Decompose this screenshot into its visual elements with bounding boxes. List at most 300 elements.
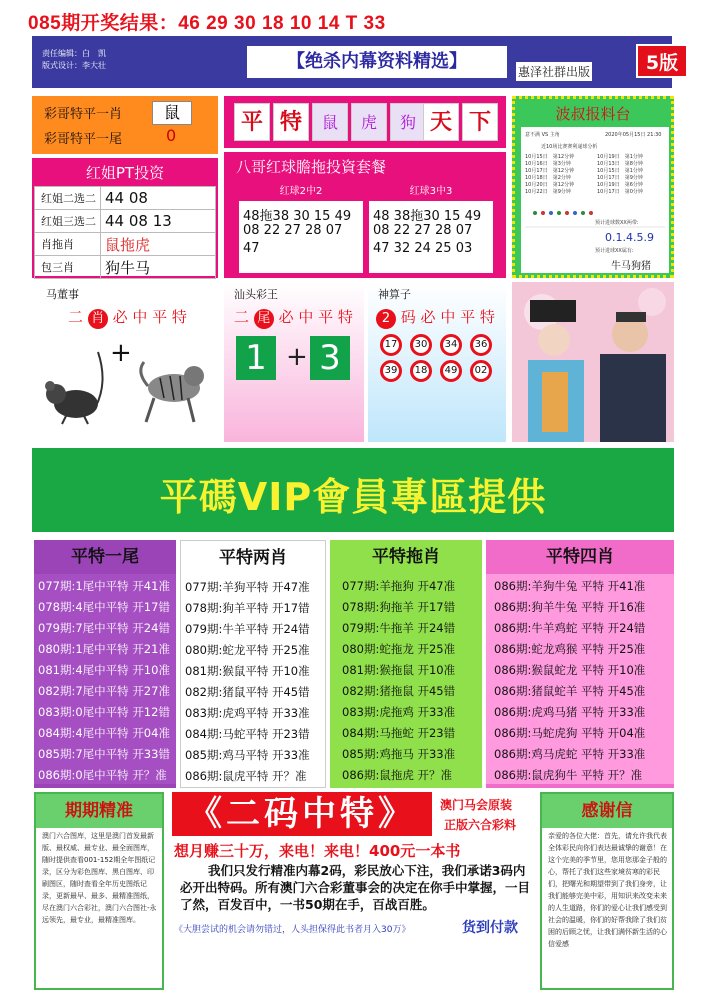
item-result: 开33准 bbox=[271, 706, 310, 720]
item-period: 085期: bbox=[38, 747, 76, 761]
item-ping: 平特 bbox=[580, 600, 604, 614]
list-item bbox=[185, 598, 310, 618]
predict-label: 预计进球数XX两带: bbox=[595, 220, 639, 226]
column-ping-te-si-xiao bbox=[486, 540, 674, 788]
item-period: 086期: bbox=[494, 768, 532, 782]
item-period: 082期: bbox=[342, 684, 380, 698]
panel-head: 红球2中2 bbox=[239, 183, 363, 201]
item-text: 狗羊牛兔 bbox=[531, 600, 578, 614]
item-period: 079期: bbox=[342, 621, 380, 635]
banner-char: 平 bbox=[234, 103, 270, 141]
item-text: 虎拖鸡 bbox=[379, 705, 414, 719]
item-text: 虎鸡平特 bbox=[222, 706, 269, 720]
item-text: 蛇龙平特 bbox=[222, 643, 269, 657]
item-text: 猴鼠平特 bbox=[222, 664, 269, 678]
item-text: 7尾中平特 bbox=[75, 747, 129, 761]
item-ping: 平特 bbox=[580, 684, 604, 698]
column-items bbox=[330, 574, 482, 784]
ping-te-banner bbox=[224, 96, 506, 148]
item-period: 086期: bbox=[494, 621, 532, 635]
item-period: 080期: bbox=[38, 642, 76, 656]
item-text: 马蛇虎狗 bbox=[531, 726, 578, 740]
item-result: 开？准 bbox=[271, 769, 307, 783]
column-ping-te-tuo-xiao bbox=[330, 540, 482, 788]
pt-value: 44 08 bbox=[101, 187, 216, 210]
item-period: 084期: bbox=[342, 726, 380, 740]
item-text: 1尾中平特 bbox=[75, 579, 129, 593]
list-item bbox=[494, 702, 645, 722]
zodiac-label: 预计进球XX属有: bbox=[595, 248, 634, 254]
item-period: 085期: bbox=[185, 748, 223, 762]
list-item bbox=[185, 724, 310, 744]
author-name: 马董事 bbox=[46, 288, 79, 301]
item-result: 开24错 bbox=[271, 622, 310, 636]
item-text: 羊狗平特 bbox=[222, 580, 269, 594]
item-period: 079期: bbox=[38, 621, 76, 635]
banner-char: 天 bbox=[423, 103, 459, 141]
slogan-pre: 二 bbox=[234, 308, 250, 326]
pt-investment-box bbox=[32, 158, 218, 278]
pt-label: 红姐三选二 bbox=[35, 210, 101, 233]
plus-sign: + bbox=[110, 338, 132, 368]
item-text: 鸡拖马 bbox=[379, 747, 414, 761]
item-period: 086期: bbox=[494, 642, 532, 656]
item-result: 开47准 bbox=[271, 580, 310, 594]
item-result: 开33准 bbox=[417, 705, 456, 719]
item-result: 开47准 bbox=[417, 579, 456, 593]
panel-line: 48 38拖30 15 49 bbox=[373, 209, 482, 224]
list-item bbox=[494, 639, 645, 659]
er-ma-zhong-te-ad bbox=[168, 792, 540, 990]
thank-you-letter-box bbox=[540, 792, 674, 990]
row-right: 10月19日 第6分钟 bbox=[597, 182, 643, 188]
list-item bbox=[38, 618, 170, 638]
row-left: 10月17日 第12分钟 bbox=[525, 168, 575, 174]
ad-footnote: 《大胆尝试的机会请勿错过，人头担保得此书者月入30万》 bbox=[174, 925, 411, 935]
slogan-post: 必 中 平 特 bbox=[112, 308, 187, 326]
list-item bbox=[342, 765, 452, 785]
column-title: 平特一尾 bbox=[71, 547, 139, 567]
ad-tagline: 想月赚三十万，来电！来电！400元一本书 bbox=[174, 842, 461, 860]
item-result: 开10准 bbox=[417, 663, 456, 677]
item-result: 开21准 bbox=[132, 642, 170, 656]
list-item bbox=[494, 744, 645, 764]
box-body: 澳门六合图库，这里是澳门首发最新版、最权威、最专业、最全面图库，随时提供查看001-152期全年图纸记录，区分为彩色图库、黑白图库、印刷图区，随时查看全年历史图纸记录，更新最早、最多、最精准图纸，尽在澳门六合彩社，澳门六合图社-永远领先，最专业，最精准图库。 bbox=[42, 832, 157, 924]
list-item bbox=[342, 576, 455, 596]
item-result: 开04准 bbox=[132, 726, 170, 740]
item-result: 开12错 bbox=[132, 705, 170, 719]
item-text: 4尾中平特 bbox=[75, 600, 129, 614]
column-title: 平特四肖 bbox=[546, 547, 614, 567]
item-text: 0尾中平特 bbox=[75, 705, 129, 719]
item-result: 开45准 bbox=[607, 684, 646, 698]
pt-title: 红姐PT投资 bbox=[34, 160, 216, 186]
item-result: 开33准 bbox=[271, 748, 310, 762]
number-ball: 17 bbox=[380, 334, 402, 356]
list-item bbox=[38, 597, 170, 617]
item-text: 马拖蛇 bbox=[379, 726, 414, 740]
slogan-circle: 2 bbox=[376, 309, 396, 329]
row-left: 10月20日 第12分钟 bbox=[525, 182, 575, 188]
item-period: 086期: bbox=[38, 768, 76, 782]
panel-line: 47 32 24 25 03 bbox=[373, 241, 473, 256]
item-text: 猴拖鼠 bbox=[379, 663, 414, 677]
list-item bbox=[342, 723, 455, 743]
ad-paragraph: 我们只发行精准内幕2码，彩民放心下注，我们承诺3码内必开出特码。所有澳门六合彩董事会的决定在你手中掌握，一目了然，百发百中，一书50期在手，百战百胜。 bbox=[180, 863, 531, 912]
item-ping: 平特 bbox=[580, 705, 604, 719]
item-text: 虎鸡马猪 bbox=[531, 705, 578, 719]
column-ping-te-yi-wei bbox=[34, 540, 176, 788]
list-item bbox=[38, 723, 170, 743]
list-item bbox=[38, 576, 170, 596]
item-text: 猪鼠蛇羊 bbox=[531, 684, 578, 698]
item-result: 开41准 bbox=[607, 579, 646, 593]
list-item bbox=[185, 640, 310, 660]
slogan-pre: 二 bbox=[68, 308, 84, 326]
item-result: 开45错 bbox=[271, 685, 310, 699]
item-period: 083期: bbox=[185, 706, 223, 720]
item-result: 开24错 bbox=[607, 621, 646, 635]
item-text: 牛羊平特 bbox=[222, 622, 269, 636]
item-result: 开？准 bbox=[607, 768, 643, 782]
item-period: 086期: bbox=[494, 726, 532, 740]
te-row1-label: 彩哥特平一肖 bbox=[44, 107, 123, 122]
item-result: 开24错 bbox=[417, 621, 456, 635]
pt-value: 鼠拖虎 bbox=[101, 233, 216, 256]
table-row bbox=[35, 233, 216, 256]
page-header bbox=[32, 36, 679, 88]
column-items bbox=[486, 574, 674, 784]
list-item bbox=[185, 766, 306, 786]
item-ping: 平特 bbox=[580, 621, 604, 635]
item-period: 086期: bbox=[494, 705, 532, 719]
pt-label: 红姐二选二 bbox=[35, 187, 101, 210]
bo-shu-panel bbox=[521, 127, 669, 273]
item-period: 084期: bbox=[38, 726, 76, 740]
shensuanzi-box bbox=[368, 282, 506, 442]
red-ball-panel-1 bbox=[238, 182, 364, 274]
shensuan-slogan bbox=[376, 306, 495, 329]
item-period: 084期: bbox=[185, 727, 223, 741]
item-text: 蛇龙鸡猴 bbox=[531, 642, 578, 656]
row-right: 10月17日 第9分钟 bbox=[597, 175, 643, 181]
bo-shu-report bbox=[512, 96, 674, 278]
item-period: 085期: bbox=[342, 747, 380, 761]
column-items bbox=[181, 575, 325, 785]
item-result: 开10准 bbox=[132, 663, 170, 677]
te-row2-value: 0 bbox=[166, 126, 177, 145]
item-result: 开41准 bbox=[132, 579, 170, 593]
item-period: 083期: bbox=[38, 705, 76, 719]
panel-head: 红球3中3 bbox=[369, 183, 493, 201]
zodiac-value: 牛马狗猪 bbox=[611, 261, 651, 272]
item-result: 开10准 bbox=[271, 664, 310, 678]
list-item bbox=[38, 681, 170, 701]
item-result: 开10准 bbox=[607, 663, 646, 677]
row-left: 10月16日 第3分钟 bbox=[525, 161, 571, 167]
item-result: 开？准 bbox=[132, 768, 167, 782]
column-ping-te-liang-xiao bbox=[180, 540, 326, 788]
row-left: 10月18日 第2分钟 bbox=[525, 175, 571, 181]
item-result: 开45错 bbox=[417, 684, 456, 698]
number-ball: 30 bbox=[410, 334, 432, 356]
table-row bbox=[35, 210, 216, 233]
credit-editor: 责任编辑：白 凯 bbox=[42, 49, 106, 58]
item-result: 开33准 bbox=[607, 747, 646, 761]
list-item bbox=[342, 744, 455, 764]
list-item bbox=[185, 745, 310, 765]
list-item bbox=[185, 682, 310, 702]
te-row1-value: 鼠 bbox=[152, 101, 192, 125]
item-text: 鼠拖虎 bbox=[379, 768, 414, 782]
number-ball: 34 bbox=[440, 334, 462, 356]
pt-value: 狗牛马 bbox=[101, 256, 216, 279]
tail-number-1: 1 bbox=[236, 336, 276, 380]
item-text: 鸡马虎蛇 bbox=[531, 747, 578, 761]
te-row2-label: 彩哥特平一尾 bbox=[44, 132, 123, 147]
table-row bbox=[35, 256, 216, 279]
item-period: 086期: bbox=[494, 600, 532, 614]
rat-icon bbox=[38, 332, 110, 432]
ad-side-1: 澳门马会原装 bbox=[440, 798, 513, 812]
list-item bbox=[494, 765, 642, 785]
number-ball: 02 bbox=[470, 360, 492, 382]
vip-text: 平碼VIP會員專區提供 bbox=[159, 475, 547, 519]
item-period: 086期: bbox=[185, 769, 223, 783]
number-ball: 49 bbox=[440, 360, 462, 382]
item-period: 077期: bbox=[38, 579, 76, 593]
slogan-post: 必 中 平 特 bbox=[278, 308, 353, 326]
panel-line: 08 22 27 28 07 bbox=[373, 223, 473, 238]
item-period: 086期: bbox=[494, 747, 532, 761]
item-result: 开33准 bbox=[417, 747, 456, 761]
pt-label: 包三肖 bbox=[35, 256, 101, 279]
item-period: 081期: bbox=[38, 663, 76, 677]
list-item bbox=[494, 576, 645, 596]
predict-value: 0.1.4.5.9 bbox=[605, 231, 654, 244]
column-title: 平特拖肖 bbox=[372, 547, 440, 567]
list-item bbox=[185, 703, 310, 723]
item-result: 开17错 bbox=[417, 600, 456, 614]
edition-badge: 5版 bbox=[636, 44, 688, 78]
list-item bbox=[494, 597, 645, 617]
item-period: 086期: bbox=[494, 663, 532, 677]
item-text: 马蛇平特 bbox=[222, 727, 269, 741]
item-text: 鼠虎平特 bbox=[222, 769, 269, 783]
list-item bbox=[38, 702, 170, 722]
list-item bbox=[38, 639, 170, 659]
ad-side-2: 正版六合彩料 bbox=[444, 818, 517, 832]
pt-label: 肖拖肖 bbox=[35, 233, 101, 256]
item-result: 开25准 bbox=[417, 642, 456, 656]
item-result: 开27准 bbox=[132, 684, 170, 698]
plus-sign: + bbox=[286, 342, 308, 372]
number-ball: 18 bbox=[410, 360, 432, 382]
ma-dongshi-box bbox=[32, 282, 218, 442]
banner-char: 虎 bbox=[351, 103, 387, 141]
ad-headline: 《二码中特》 bbox=[172, 792, 432, 836]
publisher: 惠泽社群出版 bbox=[516, 62, 592, 81]
credits bbox=[42, 48, 106, 72]
column-items bbox=[34, 574, 176, 784]
list-item bbox=[494, 681, 645, 701]
pt-value: 44 08 13 bbox=[101, 210, 216, 233]
item-period: 079期: bbox=[185, 622, 223, 636]
item-result: 开33错 bbox=[132, 747, 170, 761]
item-period: 078期: bbox=[38, 600, 76, 614]
item-period: 081期: bbox=[342, 663, 380, 677]
panel-line: 47 bbox=[243, 241, 260, 256]
item-text: 7尾中平特 bbox=[75, 621, 129, 635]
row-right: 10月17日 第0分钟 bbox=[597, 189, 643, 195]
banner-char: 特 bbox=[273, 103, 309, 141]
item-period: 080期: bbox=[185, 643, 223, 657]
table-row bbox=[35, 187, 216, 210]
item-text: 牛拖羊 bbox=[379, 621, 414, 635]
item-result: 开25准 bbox=[271, 643, 310, 657]
item-period: 077期: bbox=[185, 580, 223, 594]
row-right: 10月15日 第1分钟 bbox=[597, 168, 643, 174]
item-text: 猪拖鼠 bbox=[379, 684, 414, 698]
banner-char: 狗 bbox=[390, 103, 426, 141]
vip-banner bbox=[32, 448, 674, 532]
item-result: 开16准 bbox=[607, 600, 646, 614]
item-text: 猪鼠平特 bbox=[222, 685, 269, 699]
slogan-circle: 肖 bbox=[88, 309, 108, 329]
tiger-icon bbox=[136, 342, 208, 432]
box-title: 感谢信 bbox=[542, 794, 672, 828]
banner-char: 下 bbox=[462, 103, 498, 141]
box-title: 期期精准 bbox=[36, 794, 162, 828]
page-title: 【绝杀内幕资料精选】 bbox=[247, 46, 507, 78]
item-text: 4尾中平特 bbox=[75, 663, 129, 677]
item-text: 羊狗牛兔 bbox=[531, 579, 578, 593]
bo-shu-title: 波叔报料台 bbox=[555, 105, 631, 123]
item-ping: 平特 bbox=[580, 663, 604, 677]
item-result: 开23错 bbox=[417, 726, 456, 740]
item-text: 4尾中平特 bbox=[75, 726, 129, 740]
item-period: 086期: bbox=[342, 768, 380, 782]
author-name: 汕头彩王 bbox=[234, 288, 278, 301]
item-text: 狗拖羊 bbox=[379, 600, 414, 614]
column-title: 平特两肖 bbox=[219, 548, 287, 568]
item-text: 蛇拖龙 bbox=[379, 642, 414, 656]
list-item bbox=[342, 618, 455, 638]
credit-design: 版式设计：李大壮 bbox=[42, 61, 106, 70]
banner-char: 鼠 bbox=[312, 103, 348, 141]
item-period: 086期: bbox=[494, 684, 532, 698]
list-item bbox=[185, 619, 310, 639]
match-date: 2020年05月15日 21:30 bbox=[605, 132, 662, 138]
panel-line: 48拖38 30 15 49 bbox=[243, 209, 352, 224]
item-result: 开24错 bbox=[132, 621, 170, 635]
item-ping: 平特 bbox=[580, 768, 604, 782]
item-result: 开33准 bbox=[607, 705, 646, 719]
list-item bbox=[494, 660, 645, 680]
list-item bbox=[494, 723, 645, 743]
item-ping: 平特 bbox=[580, 726, 604, 740]
tail-number-2: 3 bbox=[310, 336, 350, 380]
slogan-circle: 尾 bbox=[254, 309, 274, 329]
pt-table bbox=[34, 186, 216, 279]
number-ball: 39 bbox=[380, 360, 402, 382]
list-item bbox=[38, 660, 170, 680]
item-text: 羊拖狗 bbox=[379, 579, 414, 593]
row-right: 10月19日 第1分钟 bbox=[597, 154, 643, 160]
item-period: 086期: bbox=[494, 579, 532, 593]
item-result: 开23错 bbox=[271, 727, 310, 741]
qiqi-jingzhun-box bbox=[34, 792, 164, 990]
draw-result-line: 085期开奖结果：46 29 30 18 10 14 T 33 bbox=[28, 13, 386, 34]
item-result: 开？准 bbox=[417, 768, 452, 782]
list-item bbox=[38, 765, 167, 785]
item-text: 鸡马平特 bbox=[222, 748, 269, 762]
item-result: 开17错 bbox=[132, 600, 170, 614]
red-ball-package bbox=[224, 152, 506, 278]
item-result: 开04准 bbox=[607, 726, 646, 740]
row-left: 10月15日 第12分钟 bbox=[525, 154, 575, 160]
list-item bbox=[342, 597, 455, 617]
item-result: 开17错 bbox=[271, 601, 310, 615]
item-period: 078期: bbox=[185, 601, 223, 615]
item-text: 1尾中平特 bbox=[75, 642, 129, 656]
list-item bbox=[342, 702, 455, 722]
couple-photo-illustration bbox=[512, 282, 674, 442]
cash-on-delivery: 货到付款 bbox=[462, 920, 518, 936]
item-ping: 平特 bbox=[580, 747, 604, 761]
madong-slogan bbox=[68, 306, 187, 329]
item-period: 082期: bbox=[38, 684, 76, 698]
item-period: 078期: bbox=[342, 600, 380, 614]
list-item bbox=[342, 639, 455, 659]
number-ball: 36 bbox=[470, 334, 492, 356]
te-box bbox=[32, 96, 218, 154]
item-ping: 平特 bbox=[580, 642, 604, 656]
shantou-king-box bbox=[224, 282, 364, 442]
item-period: 083期: bbox=[342, 705, 380, 719]
list-item bbox=[342, 660, 455, 680]
item-text: 狗羊平特 bbox=[222, 601, 269, 615]
list-item bbox=[342, 681, 455, 701]
item-ping: 平特 bbox=[580, 579, 604, 593]
item-text: 猴鼠蛇龙 bbox=[531, 663, 578, 677]
red-ball-panel-2 bbox=[368, 182, 494, 274]
item-text: 牛羊鸡蛇 bbox=[531, 621, 578, 635]
item-period: 082期: bbox=[185, 685, 223, 699]
table-head: 近10场比赛赛利递球分析 bbox=[541, 144, 598, 150]
item-text: 0尾中平特 bbox=[75, 768, 129, 782]
list-item bbox=[494, 618, 645, 638]
item-period: 080期: bbox=[342, 642, 380, 656]
item-result: 开25准 bbox=[607, 642, 646, 656]
list-item bbox=[185, 577, 310, 597]
list-item bbox=[38, 744, 170, 764]
item-period: 077期: bbox=[342, 579, 380, 593]
item-period: 081期: bbox=[185, 664, 223, 678]
match: 意不满 VS 主角 bbox=[525, 132, 560, 138]
red-ball-title: 八哥红球膽拖投資套餐 bbox=[236, 158, 387, 176]
panel-line: 08 22 27 28 07 bbox=[243, 223, 343, 238]
shantou-slogan bbox=[234, 306, 353, 329]
row-right: 10月13日 第8分钟 bbox=[597, 161, 643, 167]
drama-photo bbox=[512, 282, 674, 442]
author-name: 神算子 bbox=[378, 288, 411, 301]
item-text: 鼠虎狗牛 bbox=[531, 768, 578, 782]
item-text: 7尾中平特 bbox=[75, 684, 129, 698]
box-body: 亲爱的各位大佬：首先，请允许我代表全体彩民向你们表达最诚挚的谢意！在这个完美的季节里，您用您那金子般的心，帮托了我们这些家境贫寒的彩民们，把曙光和期望带到了我们身旁，让我们能够完美中彩，用知识来改变未来的人生道路，你们的爱心让我们感受到社会的温暖，你们的好帮我除了我们贫困的后顾之忧，让我们满怀新生活的心信爱感 bbox=[548, 832, 667, 948]
row-left: 10月22日 第9分钟 bbox=[525, 189, 571, 195]
list-item bbox=[185, 661, 310, 681]
